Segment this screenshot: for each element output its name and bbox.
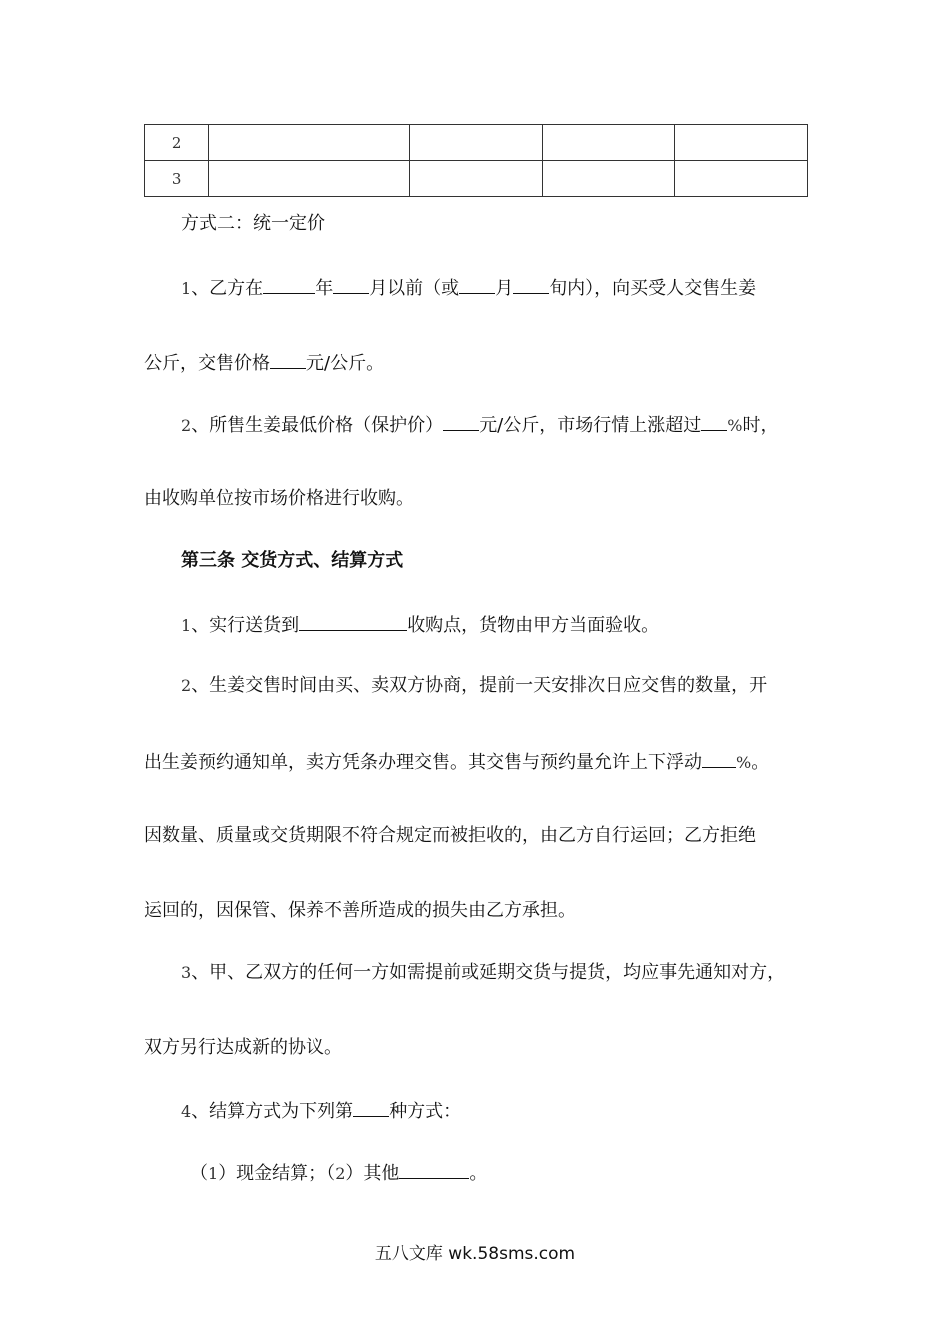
item-number: 2 (181, 416, 192, 435)
blank-field (513, 275, 549, 294)
article3-item2 (181, 674, 861, 698)
table-cell (542, 125, 675, 161)
table-row (145, 161, 808, 197)
text: 、乙方在 (191, 278, 264, 299)
method2-item1 (181, 275, 861, 301)
table-row (145, 125, 808, 161)
article3-item2-line3: 因数量、质量或交货期限不符合规定而被拒收的，由乙方自行运回；乙方拒绝 (144, 825, 756, 846)
text: 时， (742, 415, 779, 436)
text: 旬内），向买受人交售生姜 (549, 278, 757, 299)
text: 种方式： (389, 1101, 462, 1122)
option-number: 2 (335, 1164, 346, 1183)
text: 。 (469, 1163, 488, 1184)
text: （ (190, 1163, 208, 1184)
text: 月 (495, 278, 514, 299)
method2-item2-cont: 由收购单位按市场价格进行收购。 (144, 488, 414, 509)
text: 、所售生姜最低价格（保护价） (191, 415, 444, 436)
article3-item4 (181, 1098, 861, 1124)
article3-item2-line4: 运回的，因保管、保养不善所造成的损失由乙方承担。 (144, 900, 576, 921)
item-number: 2 (181, 676, 192, 695)
text: ）现金结算；（ (218, 1163, 336, 1184)
text: 公斤，交售价格 (144, 353, 270, 374)
table-cell-no: 3 (145, 161, 209, 197)
article3-item1 (181, 612, 861, 638)
blank-field (443, 412, 479, 431)
text: 年 (315, 278, 334, 299)
table-cell (209, 125, 410, 161)
method2-heading: 方式二：统一定价 (181, 213, 325, 234)
table-cell (410, 161, 543, 197)
item-number: 1 (181, 616, 192, 635)
article3-item3-cont: 双方另行达成新的协议。 (144, 1037, 342, 1058)
percent-sign: % (736, 753, 752, 772)
blank-field (270, 350, 306, 369)
method2-item2 (181, 412, 861, 438)
percent-sign: % (727, 416, 743, 435)
text: ）其他 (345, 1163, 400, 1184)
text: 元/公斤。 (306, 353, 385, 374)
blank-field (333, 275, 369, 294)
price-table (144, 124, 808, 197)
text: 、实行送货到 (191, 615, 300, 636)
table-cell (675, 125, 808, 161)
blank-field (263, 275, 315, 294)
option-number: 1 (208, 1164, 219, 1183)
table-cell (209, 161, 410, 197)
text: 元/公斤，市场行情上涨超过 (479, 415, 702, 436)
item-number: 3 (181, 963, 192, 982)
item-number: 1 (181, 279, 192, 298)
table-cell (410, 125, 543, 161)
blank-field (701, 412, 727, 431)
settlement-options (190, 1160, 870, 1186)
blank-field (399, 1160, 469, 1179)
text: 、结算方式为下列第 (191, 1101, 354, 1122)
blank-field (459, 275, 495, 294)
text: 、生姜交售时间由买、卖双方协商，提前一天安排次日应交售的数量，开 (191, 675, 768, 696)
text: 。 (751, 752, 770, 773)
article3-heading: 第三条 交货方式、结算方式 (181, 550, 404, 571)
method2-item1-cont (144, 350, 824, 376)
article3-item3 (181, 961, 861, 985)
blank-field (299, 612, 407, 631)
footer-watermark: 五八文库 wk.58sms.com (374, 1244, 576, 1264)
blank-field (353, 1098, 389, 1117)
text: 月以前（或 (369, 278, 460, 299)
text: 、甲、乙双方的任何一方如需提前或延期交货与提货，均应事先通知对方， (191, 962, 786, 983)
item-number: 4 (181, 1102, 192, 1121)
text: 出生姜预约通知单，卖方凭条办理交售。其交售与预约量允许上下浮动 (144, 752, 702, 773)
text: 收购点，货物由甲方当面验收。 (407, 615, 660, 636)
table-cell-no: 2 (145, 125, 209, 161)
table-cell (542, 161, 675, 197)
table-cell (675, 161, 808, 197)
article3-item2-line2 (144, 749, 824, 775)
blank-field (702, 749, 736, 768)
